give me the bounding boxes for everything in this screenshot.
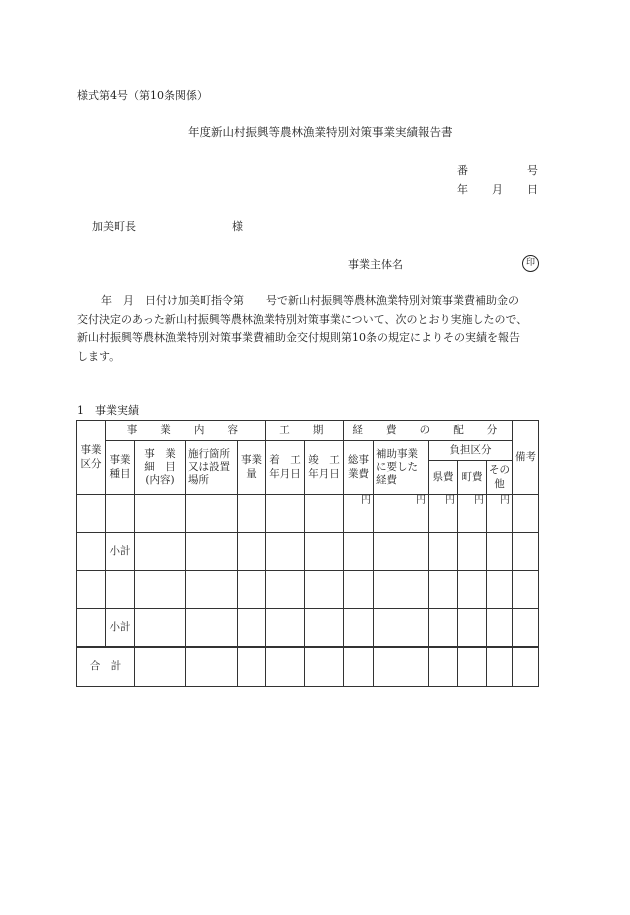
form-number: 様式第4号（第10条関係）: [77, 89, 208, 102]
body-paragraph: [77, 292, 547, 366]
document-title: 年度新山村振興等農林漁業特別対策事業実績報告書: [188, 125, 453, 139]
table-row: [77, 533, 539, 571]
section-title: 1 事業実績: [77, 404, 139, 417]
header-saimoku-line: 細 目: [144, 460, 176, 473]
header-jigyo-naiyo: 事 業 内 容: [106, 421, 266, 441]
header-kenpi: 県費: [429, 461, 458, 495]
unit-yen: 円: [344, 495, 374, 533]
total-label: 合 計: [77, 647, 135, 687]
header-chakko-line: 年月日: [269, 467, 301, 480]
subtotal-label: 小計: [106, 533, 135, 571]
header-chakko: [266, 441, 305, 495]
table-row: [77, 609, 539, 647]
header-ryo: 事業量: [238, 441, 266, 495]
header-saimoku-line: (内容): [145, 474, 175, 487]
table-row: [77, 571, 539, 609]
table-row: [77, 495, 539, 533]
header-shunko-line: 竣 工: [308, 454, 340, 467]
header-basho: 施行箇所又は設置場所: [186, 441, 238, 495]
date-month-label: 月: [492, 183, 503, 196]
unit-yen: 円: [458, 495, 487, 533]
honorific: 様: [232, 220, 243, 233]
subtotal-label: 小計: [106, 609, 135, 647]
total-row: [77, 647, 539, 687]
header-chakko-line: 着 工: [269, 454, 301, 467]
number-label: 番: [457, 164, 468, 177]
header-kubun: 事業区分: [77, 421, 106, 495]
header-futan: 負担区分: [429, 441, 513, 461]
header-saimoku: [135, 441, 186, 495]
body-line: します。: [77, 349, 121, 363]
header-saimoku-line: 事 業: [144, 447, 176, 460]
date-year-label: 年: [457, 183, 468, 196]
addressee: 加美町長: [92, 220, 136, 233]
header-chohi: 町費: [458, 461, 487, 495]
seal-mark: 印: [522, 255, 539, 272]
header-hojo: 補助事業に要した経費: [374, 441, 429, 495]
header-biko: 備考: [513, 421, 539, 495]
header-shumoku: 事業種目: [106, 441, 135, 495]
body-line: 新山村振興等農林漁業特別対策事業費補助金交付規則第10条の規定によりその実績を報告: [77, 331, 520, 345]
header-keihi: 経 費 の 配 分: [344, 421, 513, 441]
unit-yen: 円: [487, 495, 513, 533]
unit-yen: 円: [374, 495, 429, 533]
achievement-table: [76, 420, 539, 687]
body-line: 交付決定のあった新山村振興等農林漁業特別対策事業について、次のとおり実施したので、: [77, 312, 528, 326]
body-line: 年 月 日付け加美町指令第 号で新山村振興等農林漁業特別対策事業費補助金の: [101, 294, 519, 307]
header-shunko: [305, 441, 344, 495]
header-shunko-line: 年月日: [308, 467, 340, 480]
date-day-label: 日: [527, 183, 538, 196]
header-sojigyohi: 総事業費: [344, 441, 374, 495]
header-koki: 工 期: [266, 421, 344, 441]
applicant-label: 事業主体名: [348, 258, 403, 271]
number-suffix: 号: [527, 164, 538, 177]
header-sonota: その他: [487, 461, 513, 495]
unit-yen: 円: [429, 495, 458, 533]
